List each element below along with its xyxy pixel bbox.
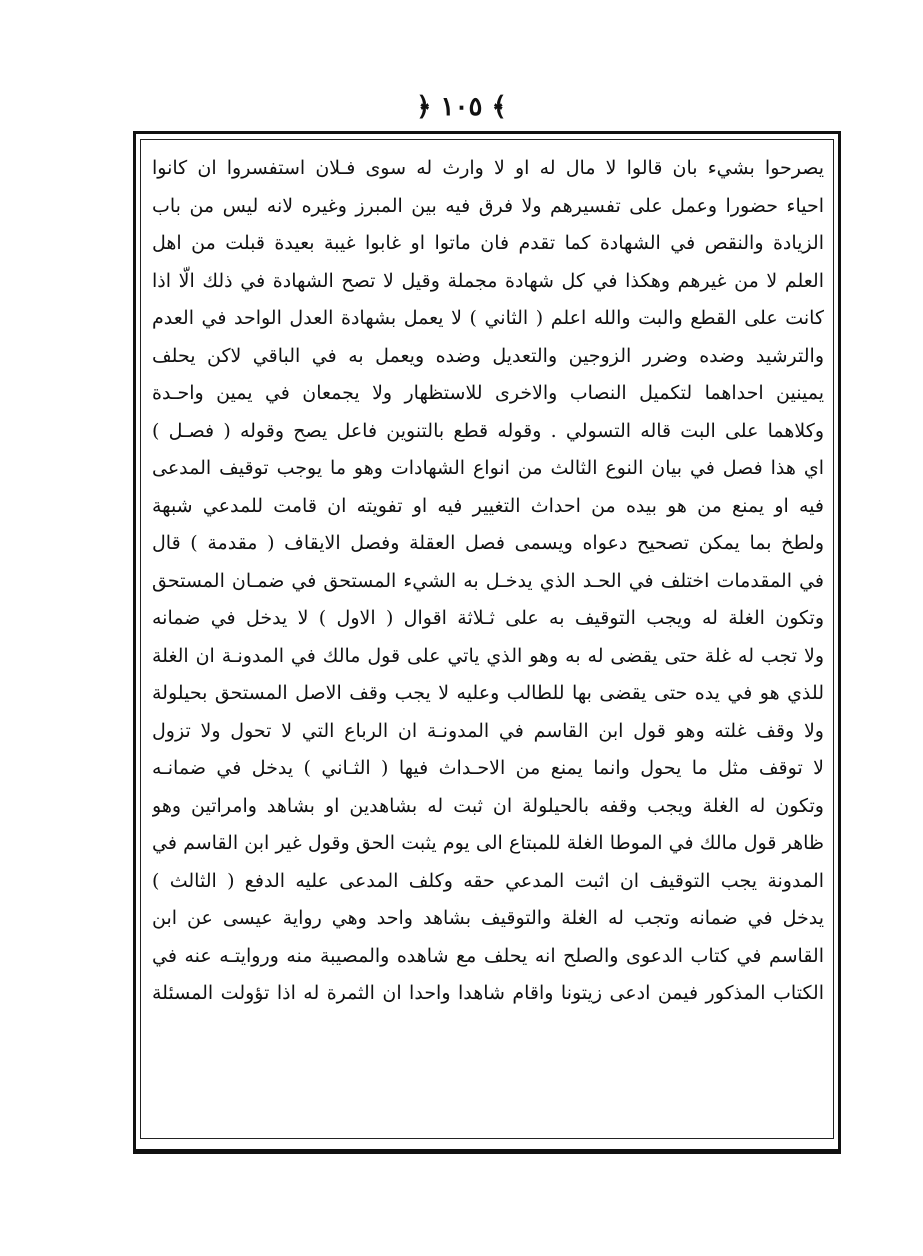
text-line: في المقدمات اختلف في الحـد الذي يدخـل به الشيء المستحق في ضمـان المستحق (152, 569, 824, 592)
text-line: القاسم في كتاب الدعوى والصلح انه يحلف مع شاهده والمصيبة منه وروايتـه عنه في (152, 944, 824, 967)
text-line: ولا وقف غلته وهو قول ابن القاسم في المدونـة ان الرباع التي لا تحول ولا تزول (152, 719, 824, 742)
text-line: يدخل في ضمانه وتجب له الغلة والتوقيف بشاهد واحد وهي رواية عيسى عن ابن (152, 907, 824, 929)
page-number: ﴾ ١٠٥ ﴿ (416, 92, 507, 122)
text-line: كانت على القطع والبت والله اعلم ( الثاني ) لا يعمل بشهادة العدل الواحد في العدم (152, 307, 824, 329)
text-line: المدونة يجب التوقيف ان اثبت المدعي حقه وكلف المدعى عليه الدفع ( الثالث ) (152, 869, 824, 892)
text-line: وتكون له الغلة ويجب وقفه بالحيلولة ان ثبت له بشاهدين او بشاهد وامراتين وهو (152, 794, 824, 817)
text-line: وكلاهما على البت قاله التسولي . وقوله قطع بالتنوين فاعل يصح وقوله ( فصـل ) (152, 419, 824, 442)
page-frame-bottom-rule (133, 1150, 841, 1154)
text-line: العلم لا من غيرهم وهكذا في كل شهادة مجملة وقيل لا تصح الشهادة في ذلك الّا اذا (152, 269, 824, 292)
text-line: والترشيد وضده وضرر الزوجين والتعديل وضده ويعمل به في الباقي لاكن يحلف (152, 344, 824, 367)
text-line: يصرحوا بشيء بان قالوا لا مال له او لا وارث له سوى فـلان استفسروا ان كانوا (152, 157, 824, 179)
text-line: الزيادة والنقص في الشهادة كما تقدم فان ماتوا او غابوا غيبة بعيدة قبلت من اهل (152, 232, 824, 254)
text-line: يمينين احداهما لتكميل النصاب والاخرى للاستظهار ولا يجمعان في يمين واحـدة (152, 382, 824, 404)
text-line: احياء حضورا وعمل على تفسيرهم ولا فرق فيه بين المبرز وغيره لانه ليس من باب (152, 194, 824, 217)
text-line: ولطخ بما يمكن تصحيح دعواه ويسمى فصل العقلة وفصل الايقاف ( مقدمة ) قال (152, 532, 824, 554)
text-line: وتكون الغلة له ويجب التوقيف به على ثـلاثة اقوال ( الاول ) لا يدخل في ضمانه (152, 607, 824, 629)
text-line: لا توقف مثل ما يحول وانما يمنع من الاحـداث فيها ( الثـاني ) يدخل في ضمانـه (152, 757, 824, 779)
text-line: اي هذا فصل في بيان النوع الثالث من انواع الشهادات وهو ما يوجب توقيف المدعى (152, 457, 824, 479)
text-line: الكتاب المذكور فيمن ادعى زيتونا واقام شاهدا واحدا ان الثمرة له اذا تؤولت المسئلة (152, 982, 824, 1004)
text-line: ظاهر قول مالك في الموطا الغلة للمبتاع الى يوم يثبت الحق وقول غير ابن القاسم في (152, 832, 824, 854)
text-line: فيه او يمنع من هو بيده من احداث التغيير فيه او تفويته ان قامت للمدعي شبهة (152, 494, 824, 517)
body-text (152, 150, 824, 1130)
text-line: للذي هو في يده حتى يقضى بها للطالب وعليه لا يجب وقف الاصل المستحق بحيلولة (152, 682, 824, 704)
text-line: ولا تجب له غلة حتى يقضى له به وهو الذي ياتي على قول مالك في المدونـة ان الغلة (152, 644, 824, 667)
